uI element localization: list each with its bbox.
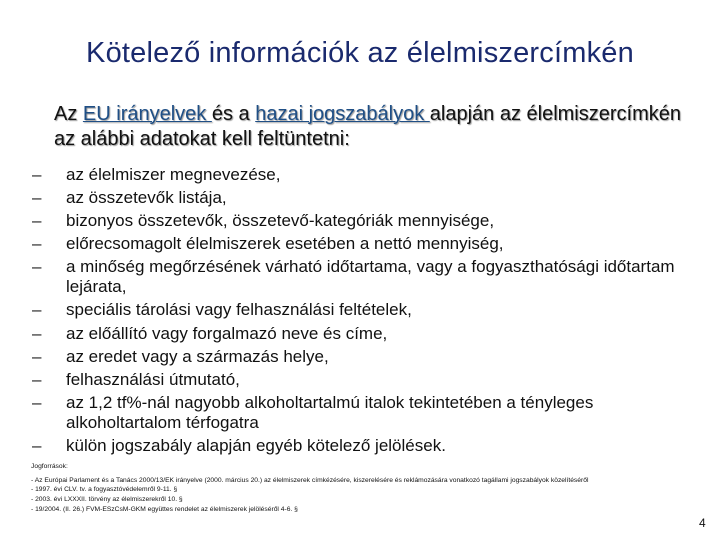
legal-source-item: - 19/2004. (II. 26.) FVM-ESzCsM-GKM együttes rendelet az élelmiszerek jelöléséről 4-6. § xyxy=(31,505,298,513)
list-item-text: az 1,2 tf%-nál nagyobb alkoholtartalmú italok tekintetében a tényleges alkoholtartalom térfogatra xyxy=(66,392,594,432)
list-item xyxy=(32,324,700,344)
list-item xyxy=(32,370,700,390)
list-item xyxy=(32,300,700,320)
list-item-text: bizonyos összetevők, összetevő-kategóriák mennyisége, xyxy=(66,211,495,231)
list-item-text: az összetevők listája, xyxy=(66,188,227,208)
eu-directives-link[interactable]: EU irányelvek xyxy=(82,103,212,125)
slide-title: Kötelező információk az élelmiszercímkén xyxy=(86,37,634,69)
list-item-text: felhasználási útmutató, xyxy=(66,369,240,389)
dash-bullet: – xyxy=(32,234,42,254)
intro-paragraph xyxy=(54,102,694,152)
dash-bullet: – xyxy=(32,165,42,184)
intro-middle: és a xyxy=(211,103,256,125)
dash-bullet: – xyxy=(32,392,42,412)
dash-bullet: – xyxy=(32,435,42,455)
list-item-text: külön jogszabály alapján egyéb kötelező jelölések. xyxy=(66,435,446,455)
legal-sources-title: Jogforrások: xyxy=(31,463,68,470)
legal-sources xyxy=(31,462,691,515)
list-item xyxy=(32,436,700,456)
dash-bullet: – xyxy=(32,346,42,366)
list-item xyxy=(32,165,700,185)
legal-source-item: - Az Európai Parlament és a Tanács 2000/13/EK irányelve (2000. március 20.) az élelmiszerek címkézésére, kiszerelésére és reklámozására vonatkozó tagállami jogszabályok közelítéséről xyxy=(31,476,589,484)
dash-bullet: – xyxy=(32,188,42,208)
page-number: 4 xyxy=(699,516,706,530)
list-item-text: az élelmiszer megnevezése, xyxy=(66,165,281,184)
intro-suffix: alapján az élelmiszercímkén az alábbi adatokat kell feltüntetni: xyxy=(54,103,681,150)
dash-bullet: – xyxy=(32,257,42,277)
list-item xyxy=(32,234,700,254)
list-item-text: az előállító vagy forgalmazó neve és címe, xyxy=(66,323,388,343)
list-item xyxy=(32,347,700,367)
list-item-text: speciális tárolási vagy felhasználási feltételek, xyxy=(66,300,412,320)
national-legislation-link[interactable]: hazai jogszabályok xyxy=(255,103,430,125)
list-item xyxy=(32,393,700,433)
dash-bullet: – xyxy=(32,369,42,389)
requirements-list xyxy=(32,165,700,459)
dash-bullet: – xyxy=(32,323,42,343)
dash-bullet: – xyxy=(32,211,42,231)
legal-source-item: - 1997. évi CLV. tv. a fogyasztóvédelemről 9-11. § xyxy=(31,486,178,494)
list-item-text: a minőség megőrzésének várható időtartama, vagy a fogyaszthatósági időtartam lejárata, xyxy=(66,257,675,297)
list-item xyxy=(32,211,700,231)
list-item-text: az eredet vagy a származás helye, xyxy=(66,346,329,366)
dash-bullet: – xyxy=(32,300,42,320)
legal-source-item: - 2003. évi LXXXII. törvény az élelmiszerekről 10. § xyxy=(31,496,183,504)
list-item xyxy=(32,188,700,208)
intro-prefix: Az xyxy=(54,103,83,125)
list-item-text: előrecsomagolt élelmiszerek esetében a nettó mennyiség, xyxy=(66,234,504,254)
list-item xyxy=(32,257,700,297)
